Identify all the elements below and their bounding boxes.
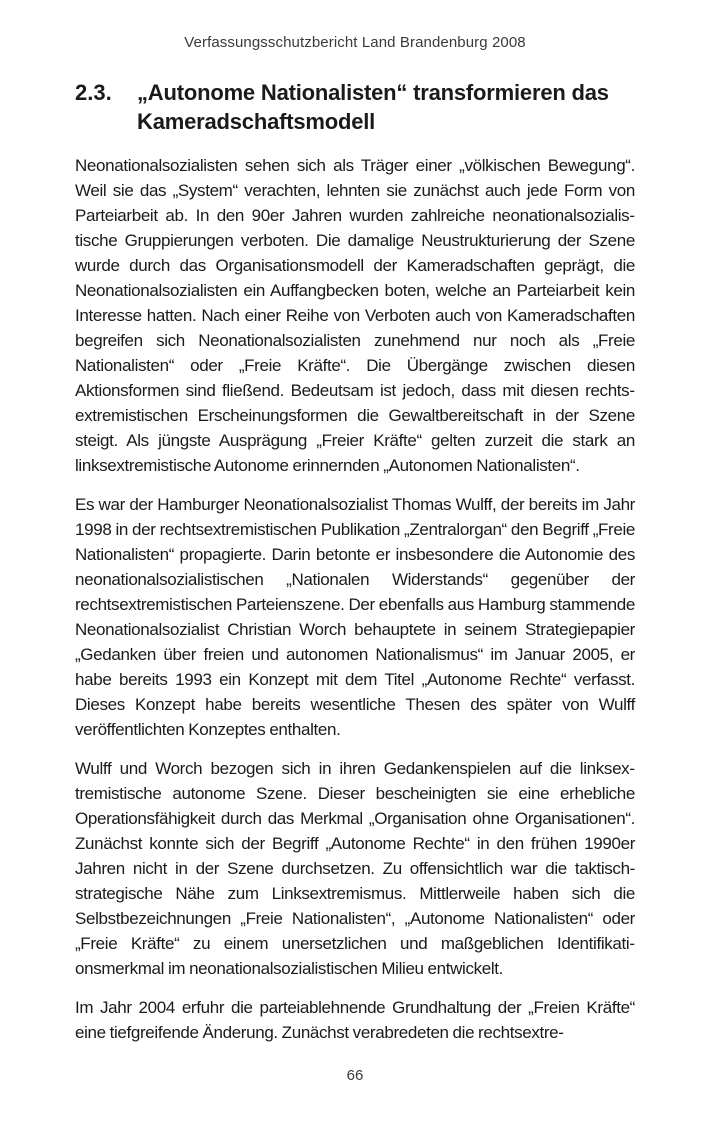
page-number: 66: [346, 1067, 364, 1084]
paragraph-4: Im Jahr 2004 erfuhr die parteiablehnende Grundhaltung der „Freien Kräfte“ eine tiefgreifende Änderung. Zunächst verabredeten die rechtsextre-: [75, 998, 635, 1042]
paragraph-3: Wulff und Worch bezogen sich in ihren Gedankenspielen auf die linksextremistische autonome Szene. Dieser bescheinigten sie eine erhebliche Operationsfähigkeit durch das Merkmal „Organisation ohne Organisationen“. Zunächst konnte sich der Begriff „Autonome Rechte“ in den frühen 1990er Jahren nicht in der Szene durchsetzen. Zu offensichtlich war die taktisch-strategische Nähe zum Linksextremismus. Mittlerweile haben sich die Selbstbezeichnungen „Freie Nationalisten“, „Autonome Nationalisten“ oder „Freie Kräfte“ zu einem unersetzlichen und maßgeblichen Identifikationsmerkmal im neonationalsozialistischen Milieu entwickelt.: [75, 759, 635, 978]
section-number: 2.3.: [75, 80, 112, 105]
paragraph-2: Es war der Hamburger Neonationalsozialist Thomas Wulff, der bereits im Jahr 1998 in der rechtsextremistischen Publikation „Zentralorgan“ den Begriff „Freie Nationalisten“ propagierte. Darin betonte er insbesondere die Autonomie des neonationalsozialistischen „Nationalen Widerstands“ gegenüber der rechtsextremistischen Parteienszene. Der ebenfalls aus Hamburg stammende Neonationalsozialist Christian Worch behauptete in seinem Strategiepapier „Gedanken über freien und autonomen Nationalismus“ im Januar 2005, er habe bereits 1993 ein Konzept mit dem Titel „Autonome Rechte“ verfasst. Dieses Konzept habe bereits wesentliche Thesen des später von Wulff veröffentlichten Konzeptes enthalten.: [75, 495, 635, 739]
section-heading: [75, 78, 645, 136]
body-text: [75, 153, 635, 1059]
running-header: Verfassungsschutzbericht Land Brandenburg 2008: [184, 34, 526, 51]
section-title: „Autonome Nationalisten“ transformieren das Kameradschaftsmodell: [137, 80, 609, 134]
paragraph-1: Neonationalsozialisten sehen sich als Träger einer „völkischen Bewegung“. Weil sie das „System“ verachten, lehnten sie zunächst auch jede Form von Parteiarbeit ab. In den 90er Jahren wurden zahlreiche neonationalsozialistische Gruppierungen verboten. Die damalige Neustrukturierung der Szene wurde durch das Organisationsmodell der Kameradschaften geprägt, die Neonationalsozialisten ein Auffangbecken boten, welche an Parteiarbeit kein Interesse hatten. Nach einer Reihe von Verboten auch von Kameradschaften begreifen sich Neonationalsozialisten zunehmend nur noch als „Freie Nationalisten“ oder „Freie Kräfte“. Die Übergänge zwischen diesen Aktionsformen sind fließend. Bedeutsam ist jedoch, dass mit diesen rechtsextremistischen Erscheinungsformen die Gewaltbereitschaft in der Szene steigt. Als jüngste Ausprägung „Freier Kräfte“ gelten zurzeit die stark an linksextremistische Autonome erinnernden „Autonomen Nationalisten“.: [75, 156, 635, 475]
